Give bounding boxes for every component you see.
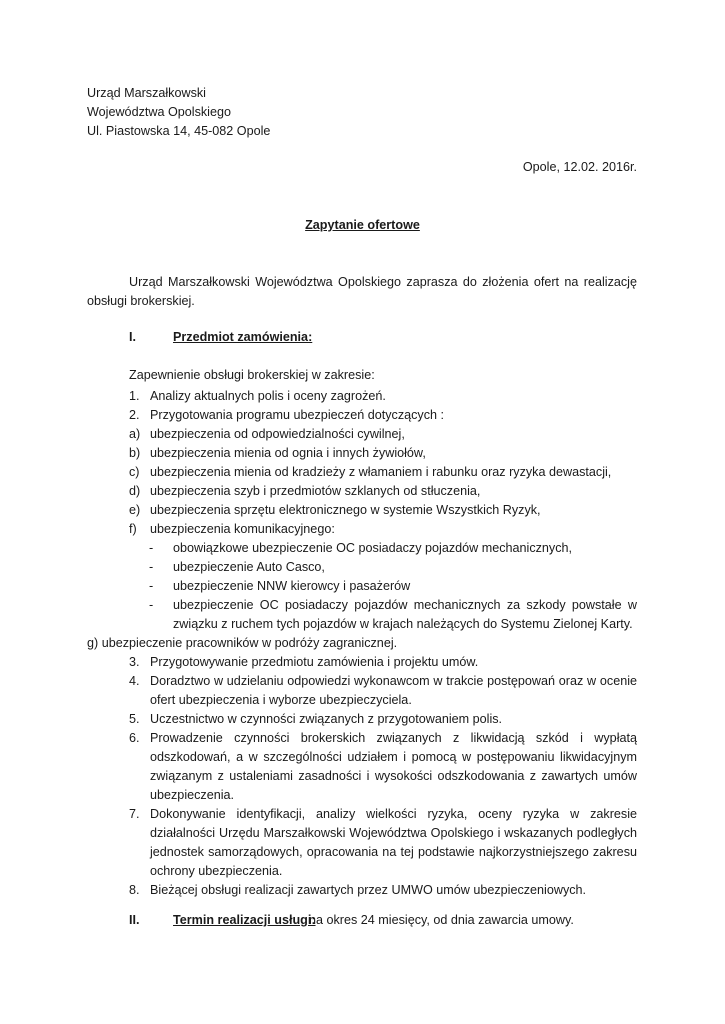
- intro-paragraph: Urząd Marszałkowski Województwa Opolskiego zaprasza do złożenia ofert na realizację obsługi brokerskiej.: [87, 275, 637, 308]
- list-item: [129, 406, 637, 425]
- list-item-text: Doradztwo w udzielaniu odpowiedzi wykonawcom w trakcie postępowań oraz w ocenie ofert ubezpieczenia i wyborze ubezpieczyciela.: [150, 674, 637, 707]
- section-2-number: II.: [129, 913, 140, 927]
- sender-line-3: Ul. Piastowska 14, 45-082 Opole: [87, 124, 271, 138]
- list-item-text: ubezpieczenia komunikacyjnego:: [150, 522, 335, 536]
- list-item: [129, 653, 637, 672]
- section-1-lead: Zapewnienie obsługi brokerskiej w zakresie:: [129, 368, 375, 382]
- scope-list: [87, 387, 637, 900]
- dash-marker: -: [149, 541, 154, 555]
- sender-line-1: Urząd Marszałkowski: [87, 86, 206, 100]
- list-marker: e): [129, 503, 141, 517]
- list-item: [129, 520, 637, 539]
- list-item-text: Prowadzenie czynności brokerskich związanych z likwidacją szkód i wypłatą odszkodowań, a w szczególności udziałem i pomocą w postępowaniu likwidacyjnym związanym z ustaleniami zasadności i wysokości odszkodowania z zawartych umów ubezpieczenia.: [150, 731, 637, 802]
- list-subitem: [149, 539, 637, 558]
- list-item-text: obowiązkowe ubezpieczenie OC posiadaczy pojazdów mechanicznych,: [173, 541, 573, 555]
- list-marker: a): [129, 427, 141, 441]
- list-item-text: Analizy aktualnych polis i oceny zagrożeń.: [150, 389, 386, 403]
- list-marker: f): [129, 522, 137, 536]
- list-item: [129, 482, 637, 501]
- list-marker: 8.: [129, 883, 140, 897]
- list-marker: 2.: [129, 408, 140, 422]
- list-subitem: [149, 558, 637, 577]
- list-marker: b): [129, 446, 141, 460]
- list-item-text: Przygotowywanie przedmiotu zamówienia i projektu umów.: [150, 655, 479, 669]
- list-item-text: ubezpieczenia sprzętu elektronicznego w systemie Wszystkich Ryzyk,: [150, 503, 541, 517]
- list-subitem: [149, 596, 637, 634]
- list-item: [129, 387, 637, 406]
- list-marker: 3.: [129, 655, 140, 669]
- list-marker: 6.: [129, 731, 140, 745]
- list-marker: 1.: [129, 389, 140, 403]
- list-item: [129, 425, 637, 444]
- list-item-text: ubezpieczenie OC posiadaczy pojazdów mechanicznych za szkody powstałe w związku z ruchem tych pojazdów w krajach należących do Systemu Zielonej Karty.: [173, 598, 637, 631]
- section-2-text: na okres 24 miesięcy, od dnia zawarcia umowy.: [309, 913, 574, 927]
- list-marker: d): [129, 484, 141, 498]
- list-item-text: Uczestnictwo w czynności związanych z przygotowaniem polis.: [150, 712, 503, 726]
- section-2-heading: Termin realizacji usługi:: [173, 913, 316, 927]
- list-marker: 5.: [129, 712, 140, 726]
- list-item: [87, 634, 637, 653]
- list-item: [129, 463, 637, 482]
- list-item: [129, 805, 637, 881]
- dash-marker: -: [149, 598, 154, 612]
- list-item-text: ubezpieczenie Auto Casco,: [173, 560, 325, 574]
- section-1-heading: Przedmiot zamówienia:: [173, 330, 313, 344]
- list-item: [129, 729, 637, 805]
- list-item-text: ubezpieczenia szyb i przedmiotów szklanych od stłuczenia,: [150, 484, 481, 498]
- list-item-text: ubezpieczenie pracowników w podróży zagranicznej.: [101, 636, 398, 650]
- sender-address: [87, 84, 270, 141]
- list-item: [129, 881, 637, 900]
- list-item-text: Przygotowania programu ubezpieczeń dotyczących :: [150, 408, 445, 422]
- list-marker: g): [87, 636, 99, 650]
- list-item-text: Dokonywanie identyfikacji, analizy wielkości ryzyka, oceny ryzyka w zakresie działalności Urzędu Marszałkowski Województwa Opolskiego i wskazanych podległych jednostek samorządowych, opracowania na tej podstawie najkorzystniejszego zakresu ochrony ubezpieczenia.: [150, 807, 637, 878]
- list-item-text: Bieżącej obsługi realizacji zawartych przez UMWO umów ubezpieczeniowych.: [150, 883, 587, 897]
- document-title: Zapytanie ofertowe: [305, 218, 420, 232]
- list-subitem: [149, 577, 637, 596]
- dash-marker: -: [149, 579, 154, 593]
- list-item-text: ubezpieczenia mienia od ognia i innych żywiołów,: [150, 446, 426, 460]
- list-item-text: ubezpieczenia mienia od kradzieży z włamaniem i rabunku oraz ryzyka dewastacji,: [150, 465, 612, 479]
- dash-marker: -: [149, 560, 154, 574]
- list-item: [129, 672, 637, 710]
- list-item-text: ubezpieczenia od odpowiedzialności cywilnej,: [150, 427, 405, 441]
- list-marker: 4.: [129, 674, 140, 688]
- document-date: Opole, 12.02. 2016r.: [522, 160, 637, 174]
- list-marker: 7.: [129, 807, 140, 821]
- list-item: [129, 444, 637, 463]
- sender-line-2: Województwa Opolskiego: [87, 105, 231, 119]
- list-item-text: ubezpieczenie NNW kierowcy i pasażerów: [173, 579, 411, 593]
- list-item: [129, 501, 637, 520]
- list-marker: c): [129, 465, 140, 479]
- section-1-number: I.: [129, 330, 136, 344]
- list-item: [129, 710, 637, 729]
